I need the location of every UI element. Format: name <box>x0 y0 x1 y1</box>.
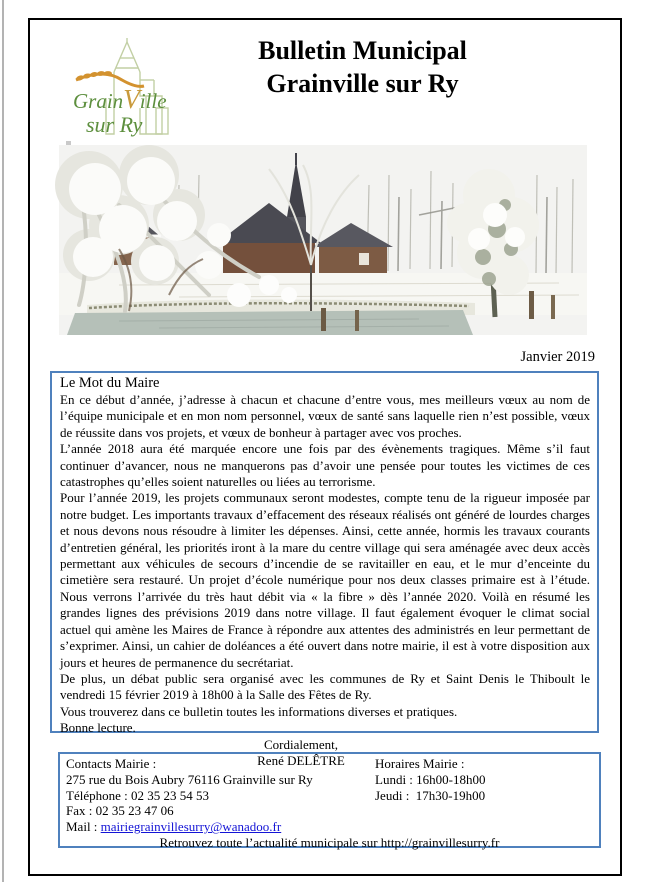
svg-text:GrainVille: GrainVille <box>73 84 167 114</box>
issue-date: Janvier 2019 <box>520 349 595 365</box>
mayor-paragraph: Pour l’année 2019, les projets communaux seront modestes, compte tenu de la rigueur imposée par notre budget. Les importants travaux d’effacement des réseaux réalisés ont généré de lourdes charges et nous devons nous résoudre à limiter les dépenses. Ainsi, cette année, hormis les travaux courants d’entretien général, les priorités iront à la mare du centre village qui sera aménagée avec deux accès permettant aux véhicules de secours d’incendie de se ravitailler en eau, et le mur d’enceinte du cimetière sera restauré. Un projet d’école numérique pour nos deux classes primaire est à l’étude. Nous verrons l’arrivée du très haut débit via « la fibre » dès l’année 2020. Voilà en résumé les grandes lignes des prévisions 2019 dans notre village. Il faut également évoquer le climat social actuel qui amène les Maires de France à répondre aux attentes des administrés en leur permettant de s’exprimer. Ainsi, un cahier de doléances a été ouvert dans notre mairie, il est à votre disposition aux jours et heures de permanence du secrétariat. <box>60 490 590 670</box>
mairie-fax: Fax : 02 35 23 47 06 <box>66 803 174 819</box>
website-line: Retrouvez toute l’actualité municipale sur http://grainvillesurry.fr <box>159 834 500 850</box>
mail-label: Mail : <box>66 819 101 835</box>
closing-salutation: Cordialement, <box>263 736 338 752</box>
bulletin-title-line1: Bulletin Municipal <box>258 36 467 65</box>
logo-wordmark <box>73 84 167 137</box>
mayor-box-heading: Le Mot du Maire <box>60 375 160 391</box>
mayor-paragraph: Vous trouverez dans ce bulletin toutes les informations diverses et pratiques. <box>60 703 458 719</box>
contacts-column <box>66 756 593 835</box>
mairie-mail-line <box>66 819 593 835</box>
mayor-paragraph: En ce début d’année, j’adresse à chacun et chacune d’entre vous, mes meilleurs vœux au nom de l’équipe municipale et en mon nom personnel, vœux de santé sans laquelle rien n’est possible, vœux de réussite dans vos projets, et vœux de bonheur à partager avec vos proches. <box>60 392 590 440</box>
hours-column <box>375 756 486 803</box>
mayor-paragraph: L’année 2018 aura été marquée encore une fois par des évènements tragiques. Même s’il faut continuer d’avancer, nous ne manquerons pas d’avoir une pensée pour toutes les victimes de ces catastrophes qu’elles soient naturelles ou liées au terrorisme. <box>60 441 590 490</box>
svg-text:sur Ry: sur Ry <box>86 112 143 137</box>
mairie-phone: Téléphone : 02 35 23 54 53 <box>66 787 209 803</box>
contacts-heading: Contacts Mairie : <box>66 756 157 771</box>
mairie-address: 275 rue du Bois Aubry 76116 Grainville sur Ry <box>66 771 313 787</box>
scan-edge-artifact <box>2 0 4 882</box>
municipal-logo <box>70 38 182 146</box>
winter-village-photo <box>59 145 587 335</box>
mayor-paragraph: Bonne lecture. <box>60 720 136 736</box>
contacts-box <box>58 752 601 848</box>
bulletin-title-line2: Grainville sur Ry <box>266 69 459 98</box>
hours-heading: Horaires Mairie : <box>375 756 465 771</box>
hours-thursday: Jeudi : 17h30-19h00 <box>375 787 486 803</box>
mayor-paragraph: De plus, un débat public sera organisé avec les communes de Ry et Saint Denis le Thiboult le vendredi 15 février 2019 à 18h00 à la Salle des Fêtes de Ry. <box>60 670 590 703</box>
bulletin-title <box>175 34 550 100</box>
mayor-signature: René DELÊTRE <box>257 752 345 768</box>
mail-link[interactable]: mairiegrainvillesurry@wanadoo.fr <box>100 819 282 835</box>
hours-monday: Lundi : 16h00-18h00 <box>375 771 486 787</box>
